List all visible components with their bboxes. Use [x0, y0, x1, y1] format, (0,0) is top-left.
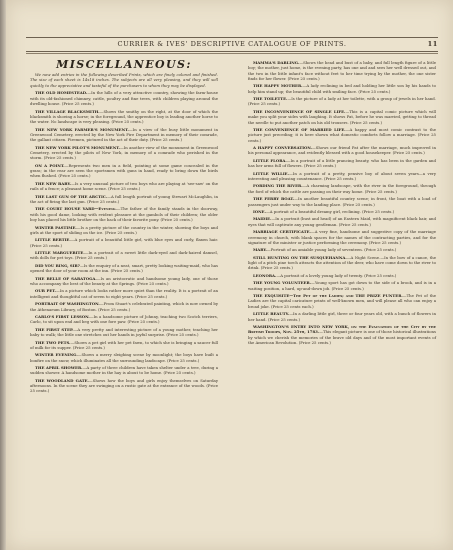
entry-text: Is the enquiry of a neat, smart, pretty looking waiting-maid, who has opened the door of your room at the inn. (Price 25 cents.) — [30, 262, 218, 274]
section-title: MISCELLANEOUS: — [56, 58, 192, 71]
catalogue-entry: THE NEW BABY.—Is a very unusual picture of two boys who are playing at 'see-saw' on the rails of a fence; a pleasant home scene. (Price 25 cents.) — [30, 180, 219, 192]
entry-heading: THE OLD HOMESTEAD. — [35, 90, 88, 96]
entry-heading: OUR PET. — [35, 288, 56, 294]
entry-text: In a view of the busy little monument in Greenwood Cemetery, erected by the New York Fire Department in memory of their comrade, the gallant citizen. Firemen, pictured in the act of their duty. (Price 25 cents.) — [30, 126, 218, 143]
catalogue-entry: THE LAST GUN OF THE ARCTIC.—A full length portrait of young Stewart McLaughlin, in the act of firing the last gun. (Price 25 cents.) — [30, 193, 218, 204]
catalogue-entry: THE FIRST STEP.—A very pretty and interesting picture of a young mother, teaching her baby to walk; the little one stretches out her hands in joyful surprise. (Price 25 cents.) — [30, 326, 218, 338]
entry-heading: THE FIRST STEP. — [35, 326, 74, 332]
entry-heading: LITTLE WILLIE. — [253, 170, 289, 176]
entry-text: Shows a pet girl with her pet fawn, to which she is bringing a saucer full of milk for its supper. (Price 25 cents.) — [30, 339, 219, 350]
catalogue-entry: THE YOUNG VOLUNTEER.—Young sport has got down to the side of a brook, and is in a waiting position, a hard, up-and-down job. (Price 25 cents.) — [248, 280, 436, 291]
entry-text: A lady reclining in bed and holding her little son by his hands to help him stand up; the beautiful child with smiling face. (Price 25 cents.) — [248, 83, 436, 94]
intro-paragraph: We now add entries in the following described Prints, which are finely colored and finished. The size of each sheet is 14x18 inches. The subjects are all very pleasing, and they will sell quickly to the appreciative and tasteful of the purchasers to whom they may be displayed. — [30, 72, 218, 88]
entry-heading: PORTRAIT OF WASHINGTON. — [35, 301, 100, 307]
entry-heading: WASHINGTON'S ENTRY INTO NEW YORK, on the Evacuation of the City by the British Troops, Nov. 25th, 1783. — [248, 324, 436, 335]
catalogue-entry: THE TOILETTE.—Is the picture of a lady at her toilette, with a group of jewels in her hand. (Price 25 cents.) — [248, 96, 436, 107]
page-number: 11 — [427, 40, 438, 48]
catalogue-entry: STILL HUNTING ON THE SUSQUEHANNA.—A Night Scene.—In the bow of a canoe, the light of a pitch pine torch attracts the attention of the deer, who have come down to the river to drink. (Price 25 cents.) — [248, 254, 436, 271]
header-bottom-rule — [26, 51, 438, 52]
entry-heading: MAMMA'S DARLING. — [253, 60, 300, 65]
catalogue-entry: ON A POINT.—Represents two men in a field, pointing at some game concealed in the grass; in the rear are seen the sportsmen with guns in hand, ready to bring down the birds when flushed. (Price 25 cents.) — [30, 162, 218, 179]
catalogue-entry: THE EXQUISITE—The Pet of the Ladies; and THE PRIZE PUNTER.—The Pet of the Ladies are the capital caricature prints of well-known men, and will please all who can enjoy a broad joke. (Price 25 cents each.) — [248, 293, 436, 309]
entry-text: Shows the head and bust of a baby, and full length figure of a little boy; the mother, just home, is the evening party, has one and and sees her well dressed out, and the two in the little infant's face without feet to her time trying by the mother, the one sister finds for her flower. (Price 25 cents.) — [248, 60, 436, 81]
catalogue-entry: MARRIAGE CERTIFICATE.—A very fine, handsome and suggestive copy of the marriage ceremony in church, with blank spaces for the names of the contracting parties, and for the signature of the minister or justice performing the ceremony. (Price 25 cents.) — [248, 229, 436, 245]
entry-heading: THE NEW YORK FARMER'S MONUMENT. — [35, 126, 129, 132]
catalogue-entry: IONE.—A portrait of a beautiful dreamy girl, reclining. (Price 25 cents.) — [253, 209, 395, 214]
entry-text: In a portrait (bust and head) of an Eastern Maid, with magnificent black hair, and eyes that will captivate any young gentleman. (Price 25 cents.) — [248, 216, 436, 227]
catalogue-entry: THE NEW YORK FARMER'S MONUMENT.—In a view of the busy little monument in Greenwood Cemetery, erected by the New York Fire Department in memory of their comrade, the gallant citizen. Firemen, pictured in the act of their duty. (Price 25 cents.) — [30, 126, 218, 143]
entry-heading: LITTLE MARGUERITE. — [35, 250, 85, 256]
entry-text: Young sport has got down to the side of a brook, and is in a waiting position, a hard, up-and-down job. (Price 25 cents.) — [248, 280, 436, 291]
catalogue-entry: WASHINGTON'S ENTRY INTO NEW YORK, on the Evacuation of the City by the British Troops, Nov. 25th, 1783.—This elegant picture is one of those historical illustrations by which we cherish the memories of the brave old days and of the most important events of the American Revolution. (Price 25 cents.) — [248, 324, 436, 345]
entry-text: Shows our friend Pat after the marriage, much improved in his personal appearance, and evidently blessed with a good housekeeper. (Price 25 cents.) — [248, 145, 436, 156]
entry-heading: THE CONVENIENCE OF MARRIED LIFE. — [253, 127, 346, 133]
entry-heading: THE NEW BABY. — [35, 180, 72, 186]
entry-text: A very pretty and interesting picture of a young mother, teaching her baby to walk; the little one stretches out her hands in joyful surprise. (Price 25 cents.) — [30, 326, 218, 338]
right-column — [248, 60, 436, 347]
entry-text: In another beautiful country scene; in front, the boat with a load of passengers just under way to the landing place. (Price 25 cents.) — [248, 196, 436, 207]
entry-text: Is a very unusual picture of two boys who are playing at 'see-saw' on the rails of a fence; a pleasant home scene. (Price 25 cents.) — [30, 180, 219, 192]
entry-heading: MARY. — [253, 247, 267, 253]
catalogue-entry: THE HAPPY MOTHER.—A lady reclining in bed and holding her little son by his hands to help him stand up; the beautiful child with smiling face. (Price 25 cents.) — [248, 83, 436, 94]
entry-text: In the hills of a very attractive country, showing the farm-house with its old-fashioned chimney, cattle, poultry and fine trees, with children playing around the dwelling house. (Price 25 cents.) — [30, 90, 218, 107]
entry-heading: A HAPPY CONVERSATION. — [253, 145, 312, 151]
catalogue-entry: THE INCONVENIENCE OF SINGLE LIFE.—This is a capital comic picture which will make you split your sides with laughing. It shows Pat, before he was married, getting to thread the needle to put another patch on his old trousers. (Price 25 cents.) — [248, 108, 436, 125]
entry-text: Shows the smithy on the right, at the door of which the blacksmith is shoeing a horse; in the foreground, the apprentice boy is leading another horse to the water. No landscape is very pleasing. (Price 25 cents.) — [30, 108, 218, 125]
catalogue-entry: LITTLE BERTIE.—A portrait of a beautiful little girl, with blue eyes and curly, flaxen hair. (Price 25 cents.) — [30, 237, 218, 248]
catalogue-entry: LITTLE BEAUTY.—In a darling little girl, three or four years old, with a bunch of flowers in her hand. (Price 25 cents.) — [248, 311, 437, 322]
entry-heading: LITTLE FLORA. — [253, 157, 287, 163]
entry-heading: THE YOUNG VOLUNTEER. — [253, 280, 311, 286]
entry-heading: THE BELLE OF SARATOGA. — [35, 275, 97, 281]
entry-heading: THE INCONVENIENCE OF SINGLE LIFE. — [253, 108, 346, 114]
entry-text: In a handsome picture of Johnny, teaching two Scotch terriers, Carlo, to sit upon end and beg with one fore paw. (Price 25 cents.) — [30, 313, 218, 325]
catalogue-entry: MAIDIE.—In a portrait (bust and head) of an Eastern Maid, with magnificent black hair, and eyes that will captivate any young gentleman. (Price 25 cents.) — [248, 216, 436, 227]
catalogue-entry: OUR PET.—In a picture which looks rather more quiet than the reality. It is a portrait of an intelligent and thoughtful cat of seven to eight years. (Price 25 cents.) — [30, 288, 218, 299]
catalogue-entry: THE CONVENIENCE OF MARRIED LIFE.—A happy and most comic contrast to the picture just preceding; it is here shown what domestic comforts follow a marriage. (Price 25 cents.) — [248, 127, 436, 143]
catalogue-entry: MAMMA'S DARLING.—Shows the head and bust of a baby, and full length figure of a little boy; the mother, just home, is the evening party, has one and and sees her well dressed out, and the two in the little infant's face without feet to her time trying by the mother, the one sister finds for her flower. (Price 25 cents.) — [248, 60, 436, 81]
entry-text: From Stuart's celebrated painting, which is now owned by the Athenaeum Library, of Boston. (Price 25 cents.) — [30, 301, 218, 312]
catalogue-entry: LITTLE WILLIE.—In a portrait of a pretty, pensive boy of about seven years—a very interesting and pleasing countenance. (Price 25 cents.) — [248, 170, 437, 181]
entry-text: A portrait of a beautiful little girl, with blue eyes and curly, flaxen hair. (Price 25 cents.) — [30, 237, 218, 248]
entry-text: Shows a merry sleighing scene by moonlight; the boys have built a bonfire on the snow, which illuminates all the surrounding landscape. (Price 25 cents.) — [30, 352, 218, 363]
catalogue-entry: THE FERRY BOAT.—In another beautiful country scene; in front, the boat with a load of passengers just under way to the landing place. (Price 25 cents.) — [248, 196, 436, 207]
entry-text: A charming landscape, with the river in the foreground, through the ford of which the cattle are passing on their way home. (Price 25 cents.) — [248, 183, 436, 194]
header-double-rule — [26, 53, 438, 54]
entry-heading: DID YOU RING, SIR? — [35, 262, 80, 268]
entry-text: Is the picture of a lady at her toilette, with a group of jewels in her hand. (Price 25 cents.) — [248, 96, 436, 107]
catalogue-entry: CARLO'S FIRST LESSON.—In a handsome picture of Johnny, teaching two Scotch terriers, Carlo, to sit upon end and beg with one fore paw. (Price 25 cents.) — [30, 313, 218, 325]
entry-text: A portrait of a beautiful dreamy girl, reclining. (Price 25 cents.) — [269, 209, 395, 214]
entry-heading: THE HAPPY MOTHER. — [253, 83, 303, 89]
entry-text: The Pet of the Ladies are the capital caricature prints of well-known men, and will please all who can enjoy a broad joke. (Price 25 cents each.) — [248, 293, 436, 309]
entry-text: A full length portrait of young Stewart McLaughlin, in the act of firing the last gun. (Price 25 cents.) — [30, 193, 218, 204]
entry-heading: THE WOODLAND GATE. — [35, 377, 89, 383]
catalogue-page — [6, 0, 453, 550]
entry-text: In a picture which looks rather more quiet than the reality. It is a portrait of an intelligent and thoughtful cat of seven to eight years. (Price 25 cents.) — [30, 288, 218, 299]
running-title: CURRIER & IVES' DESCRIPTIVE CATALOGUE OF PRINTS. — [117, 40, 347, 48]
entry-text: A party of three children have taken shelter under a tree, during a sudden shower. A handsome mother in the hay is about to be home. (Price 25 cents.) — [30, 365, 218, 376]
catalogue-entry: THE WOODLAND GATE.—Shows how the boys and girls enjoy themselves on Saturday afternoons. In the scene they are swinging on a rustic gate at the entrance of the woods. (Price 25 cents.) — [30, 377, 218, 394]
entry-heading: THE TOILETTE. — [253, 96, 288, 102]
catalogue-entry: MARY.—Portrait of an amiable young lady of seventeen. (Price 25 cents.) — [253, 247, 397, 253]
entry-text: Shows how the boys and girls enjoy themselves on Saturday afternoons. In the scene they are swinging on a rustic gate at the entrance of the woods. (Price 25 cents.) — [30, 377, 218, 394]
entry-heading: MAIDIE. — [253, 216, 272, 222]
catalogue-entry: FORDING THE RIVER.—A charming landscape, with the river in the foreground, through the ford of which the cattle are passing on their way home. (Price 25 cents.) — [248, 183, 436, 194]
entry-text: This is a capital comic picture which will make you split your sides with laughing. It shows Pat, before he was married, getting to thread the needle to put another patch on his old trousers. (Price 25 cents.) — [248, 108, 436, 125]
catalogue-entry: THE NEW YORK PILOT'S MONUMENT.—In another view of the monument in Greenwood Cemetery, erected by the pilots of New York, in memory of a comrade who perished in the storm. (Price 25 cents.) — [30, 144, 219, 161]
catalogue-entry: THE OLD HOMESTEAD.—In the hills of a very attractive country, showing the farm-house with its old-fashioned chimney, cattle, poultry and fine trees, with children playing around the dwelling house. (Price 25 cents.) — [30, 90, 218, 107]
catalogue-entry: DID YOU RING, SIR?—Is the enquiry of a neat, smart, pretty looking waiting-maid, who has opened the door of your room at the inn. (Price 25 cents.) — [30, 262, 218, 274]
entry-text: In another view of the monument in Greenwood Cemetery, erected by the pilots of New York, in memory of a comrade who perished in the storm. (Price 25 cents.) — [30, 144, 219, 161]
entry-heading: THE LAST GUN OF THE ARCTIC. — [35, 193, 108, 199]
entry-text: A happy and most comic contrast to the picture just preceding; it is here shown what domestic comforts follow a marriage. (Price 25 cents.) — [248, 127, 436, 143]
catalogue-entry: WINTER EVENING.—Shows a merry sleighing scene by moonlight; the boys have built a bonfire on the snow, which illuminates all the surrounding landscape. (Price 25 cents.) — [30, 352, 218, 363]
left-column — [30, 72, 218, 396]
header-top-rule — [26, 37, 438, 38]
entry-heading: LEONORA. — [253, 272, 277, 278]
entry-heading: WINTER EVENING. — [35, 352, 78, 358]
catalogue-entry: PORTRAIT OF WASHINGTON.—From Stuart's celebrated painting, which is now owned by the Athenaeum Library, of Boston. (Price 25 cents.) — [30, 301, 218, 312]
entry-text: In a darling little girl, three or four years old, with a bunch of flowers in her hand. (Price 25 cents.) — [248, 311, 437, 322]
entry-heading: STILL HUNTING ON THE SUSQUEHANNA. — [253, 254, 347, 260]
entry-text: A portrait of a lovely young lady of twenty. (Price 25 cents.) — [280, 272, 397, 278]
entry-heading: CARLO'S FIRST LESSON. — [35, 313, 90, 319]
entry-heading: LITTLE BEAUTY. — [253, 311, 290, 317]
entry-heading: THE NEW YORK PILOT'S MONUMENT. — [35, 144, 120, 150]
entry-heading: THE FERRY BOAT. — [253, 196, 295, 202]
catalogue-entry: WINTER PASTIME.—Is a pretty picture of the country in the winter, showing the boys and girls at the sport of sliding on the ice. (Price 25 cents.) — [30, 224, 218, 235]
entry-heading: WINTER PASTIME. — [35, 224, 77, 230]
entry-text: Represents two men in a field, pointing at some game concealed in the grass; in the rear are seen the sportsmen with guns in hand, ready to bring down the birds when flushed. (Price 25 cents.) — [30, 162, 218, 179]
entry-text: A very fine, handsome and suggestive copy of the marriage ceremony in church, with blank spaces for the names of the contracting parties, and for the signature of the minister or justice performing the ceremony. (Price 25 cents.) — [248, 229, 436, 245]
entry-heading: FORDING THE RIVER. — [253, 183, 303, 189]
entry-heading: MARRIAGE CERTIFICATE. — [253, 229, 311, 235]
entry-text: A Night Scene.—In the bow of a canoe, the light of a pitch pine torch attracts the attention of the deer, who have come down to the river to drink. (Price 25 cents.) — [248, 254, 436, 271]
entry-heading: LITTLE BERTIE. — [35, 237, 71, 243]
catalogue-entry: LITTLE FLORA.—In a portrait of a little prancing beauty, who has been in the garden and has her arms full of flowers. (Price 25 cents.) — [248, 157, 436, 169]
entry-heading: THE APRIL SHOWER. — [35, 365, 83, 371]
catalogue-entry: THE BELLE OF SARATOGA.—Is an aristocratic and handsome young lady, one of those who accompany the best of the beauty at the Springs. (Price 25 cents.) — [30, 275, 218, 286]
entry-heading: THE TWO PETS. — [35, 339, 71, 345]
catalogue-entry: LEONORA.—A portrait of a lovely young lady of twenty. (Price 25 cents.) — [253, 272, 397, 278]
entry-text: Is an aristocratic and handsome young lady, one of those who accompany the best of the beauty at the Springs. (Price 25 cents.) — [30, 275, 218, 286]
catalogue-entry: LITTLE MARGUERITE.—In a portrait of a sweet little dark-eyed and dark-haired damsel, with dolls for pet toys. (Price 25 cents.) — [30, 250, 219, 261]
catalogue-entry: THE VILLAGE BLACKSMITH.—Shows the smithy on the right, at the door of which the blacksmith is shoeing a horse; in the foreground, the apprentice boy is leading another horse to the water. No landscape is very pleasing. (Price 25 cents.) — [30, 108, 218, 125]
entry-heading: ON A POINT. — [35, 162, 65, 168]
entry-heading: IONE. — [253, 209, 266, 214]
catalogue-entry: THE COURT HOUSE YARD—Evening.—The father of the family stands in the doorway, with his good dame, looking with evident pleasure at the gambols of their children; the older boy has placed his little brother on the back of their favorite pony. (Price 25 cents.) — [30, 206, 218, 223]
catalogue-entry: THE APRIL SHOWER.—A party of three children have taken shelter under a tree, during a sudden shower. A handsome mother in the hay is about to be home. (Price 25 cents.) — [30, 365, 218, 376]
catalogue-entry: THE TWO PETS.—Shows a pet girl with her pet fawn, to which she is bringing a saucer full of milk for its supper. (Price 25 cents.) — [30, 339, 219, 350]
entry-text: In a portrait of a little prancing beauty, who has been in the garden and has her arms full of flowers. (Price 25 cents.) — [248, 157, 436, 169]
entry-heading: THE EXQUISITE—The Pet of the Ladies; and THE PRIZE PUNTER. — [253, 293, 403, 299]
entry-text: In a portrait of a pretty, pensive boy of about seven years—a very interesting and pleasing countenance. (Price 25 cents.) — [248, 170, 437, 181]
catalogue-entry: A HAPPY CONVERSATION.—Shows our friend Pat after the marriage, much improved in his personal appearance, and evidently blessed with a good housekeeper. (Price 25 cents.) — [248, 145, 436, 156]
entry-text: Is a pretty picture of the country in the winter, showing the boys and girls at the sport of sliding on the ice. (Price 25 cents.) — [30, 224, 218, 235]
entry-text: Portrait of an amiable young lady of seventeen. (Price 25 cents.) — [270, 247, 397, 253]
entry-text: This elegant picture is one of those historical illustrations by which we cherish the memories of the brave old days and of the most important events of the American Revolution. (Price 25 cents.) — [248, 329, 436, 345]
entry-text: The father of the family stands in the doorway, with his good dame, looking with evident pleasure at the gambols of their children; the older boy has placed his little brother on the back of their favorite pony. (Price 25 cents.) — [30, 206, 218, 223]
entry-heading: THE VILLAGE BLACKSMITH. — [35, 108, 100, 114]
entry-text: In a portrait of a sweet little dark-eyed and dark-haired damsel, with dolls for pet toys. (Price 25 cents.) — [30, 250, 219, 261]
entry-heading: THE COURT HOUSE YARD—Evening. — [35, 206, 117, 212]
